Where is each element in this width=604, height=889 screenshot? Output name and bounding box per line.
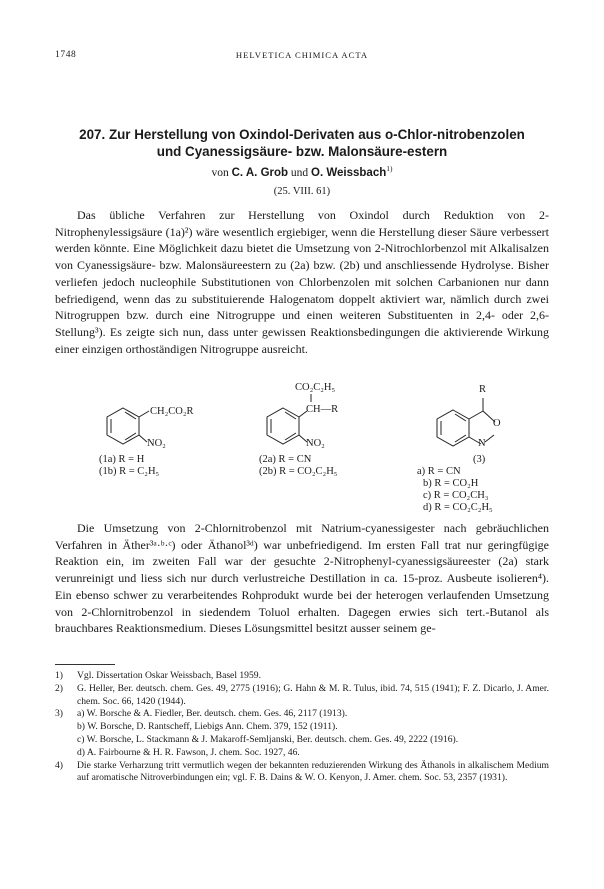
footnote-2-number: 2) xyxy=(55,682,63,694)
structure-2-ring xyxy=(267,394,311,444)
footnote-3a xyxy=(55,708,549,721)
received-date: (25. VIII. 61) xyxy=(273,186,331,197)
author-2-footnote-ref: 1) xyxy=(386,164,393,174)
article-title xyxy=(30,126,574,160)
footnote-1-text: Vgl. Dissertation Oskar Weissbach, Basel 1959. xyxy=(77,670,261,681)
structure-1-ring xyxy=(107,408,149,444)
footnote-3-number: 3) xyxy=(55,708,63,720)
footnote-4-number: 4) xyxy=(55,759,63,771)
by-word: von xyxy=(211,167,229,179)
s1-label-b: (1b) R = C₂H₅ xyxy=(99,466,160,477)
footnote-2-text: G. Heller, Ber. deutsch. chem. Ges. 49, 2775 (1916); G. Hahn & M. R. Tulus, ibid. 74, 515 (1941); F. Z. Dicarlo, J. Amer. chem. Soc. 66, 1420 (1944). xyxy=(77,682,549,707)
footnote-3b xyxy=(55,721,549,734)
title-line-1: 207. Zur Herstellung von Oxindol-Derivaten aus o-Chlor-nitrobenzolen xyxy=(79,127,525,142)
footnote-2 xyxy=(55,683,549,709)
footnote-3d-text: d) A. Fairbourne & H. R. Fawson, J. chem. Soc. 1927, 46. xyxy=(77,746,300,758)
footnote-3c xyxy=(55,734,549,747)
s2-label-b: (2b) R = CO₂C₂H₅ xyxy=(259,466,338,477)
footnote-3c-text: c) W. Borsche, L. Stackmann & J. Makaroff-Semljanski, Ber. deutsch. chem. Ges. 49, 2222 (1916). xyxy=(77,733,459,745)
author-2: O. Weissbach xyxy=(311,167,387,179)
s3-label-b: b) R = CO₂H xyxy=(423,478,479,489)
s1-nitro: NO₂ xyxy=(147,438,166,449)
s1-substituent: CH₂CO₂R xyxy=(150,406,194,417)
s3-label-d: d) R = CO₂C₂H₅ xyxy=(423,502,493,513)
s3-label-a: a) R = CN xyxy=(417,466,461,477)
and-word: und xyxy=(290,167,309,179)
s3-o: O xyxy=(493,418,501,429)
s2-label-a: (2a) R = CN xyxy=(259,454,312,465)
footnote-4-text: Die starke Verharzung tritt vermutlich wegen der bekannten reduzierenden Wirkung des Äthanols in alkalischem Medium auf aromatische Nitroverbindungen ein; vgl. F. B. Dains & W. O. Kenyon, J. Amer. chem. Soc. 53, 2357 (1931). xyxy=(77,759,549,784)
s3-r: R xyxy=(479,384,487,395)
s3-label-c: c) R = CO₂CH₃ xyxy=(423,490,489,501)
s2-top: CO₂C₂H₅ xyxy=(295,382,336,393)
paragraph-1-text: Das übliche Verfahren zur Herstellung von Oxindol durch Reduktion von 2-Nitrophenylessigsäure (1a)²) wäre wesentlich ergiebiger, wenn die Herstellung dieser Säure verbessert werden könnte. Eine Möglichkeit dazu bietet die Umsetzung von 2-Nitrochlorbenzol mit Alkalisalzen von Cyanessigsäure- bzw. Malonsäureestern zu (2a) bzw. (2b) und anschliessende Hydrolyse. Bisher verliefen jedoch nucleophile Substitutionen von Chlorbenzolen mit solchen Carbanionen nur dann befriedigend, wenn das zu substituierende Halogenatom doppelt aktiviert war, nämlich durch zwei Nitrogruppen bzw. durch eine Nitrogruppe und einen weiteren Substituenten in 2,4- oder 2,6-Stellung³). Es zeigte sich nun, dass unter gewissen Reaktionsbedingungen die aktivierende Wirkung einer einzigen orthoständigen Nitrogruppe ausreicht. xyxy=(55,208,549,356)
footnote-3a-text: a) W. Borsche & A. Fiedler, Ber. deutsch. chem. Ges. 46, 2117 (1913). xyxy=(77,708,348,720)
title-line-2: und Cyanessigsäure- bzw. Malonsäure-estern xyxy=(156,144,448,159)
author-1: C. A. Grob xyxy=(231,167,289,179)
s2-substituent: CH—R xyxy=(306,404,339,415)
footnote-3d xyxy=(55,747,549,760)
s2-nitro: NO₂ xyxy=(306,438,325,449)
page-number: 1748 xyxy=(55,50,77,60)
chemical-structures xyxy=(95,380,555,512)
footnote-rule xyxy=(55,664,115,665)
s3-number: (3) xyxy=(473,454,486,465)
structure-3-rings xyxy=(437,398,495,446)
s1-label-a: (1a) R = H xyxy=(99,454,145,465)
footnote-1-number: 1) xyxy=(55,670,63,681)
journal-name: HELVETICA CHIMICA ACTA xyxy=(235,50,369,60)
paragraph-2 xyxy=(55,520,549,637)
paragraph-2-text: Die Umsetzung von 2-Chlornitrobenzol mit Natrium-cyanessigester nach gebräuchlichen Verfahren in Äther³ᵃ·ᵇ·ᶜ) oder Äthanol³ᵈ) war unbefriedigend. Im ersten Fall trat nur geringfügige Reaktion ein, im zweiten Fall war der gesuchte 2-Nitrophenyl-cyanessigsäureester (2a) stark verunreinigt und liess sich nur durch verlustreiche Destillation in ca. 15-proz. Ausbeute isolieren⁴). Ein ebenso schwer zu verarbeitendes Rohprodukt wurde bei der heterogen verlaufenden Umsetzung von 2-Chlornitrobenzol in siedendem Toluol erhalten. Dagegen erwies sich tert.-Butanol als brauchbares Reaktionsmedium. Dieses Lösungsmittel besitzt ausser seinem ge- xyxy=(55,521,549,636)
footnote-1 xyxy=(55,670,549,683)
footnotes xyxy=(55,670,549,785)
paragraph-1 xyxy=(55,207,549,357)
footnote-3b-text: b) W. Borsche, D. Rantscheff, Liebigs Ann. Chem. 379, 152 (1911). xyxy=(77,721,338,733)
authors xyxy=(0,164,604,179)
s3-n: N xyxy=(478,438,486,449)
footnote-4 xyxy=(55,760,549,786)
